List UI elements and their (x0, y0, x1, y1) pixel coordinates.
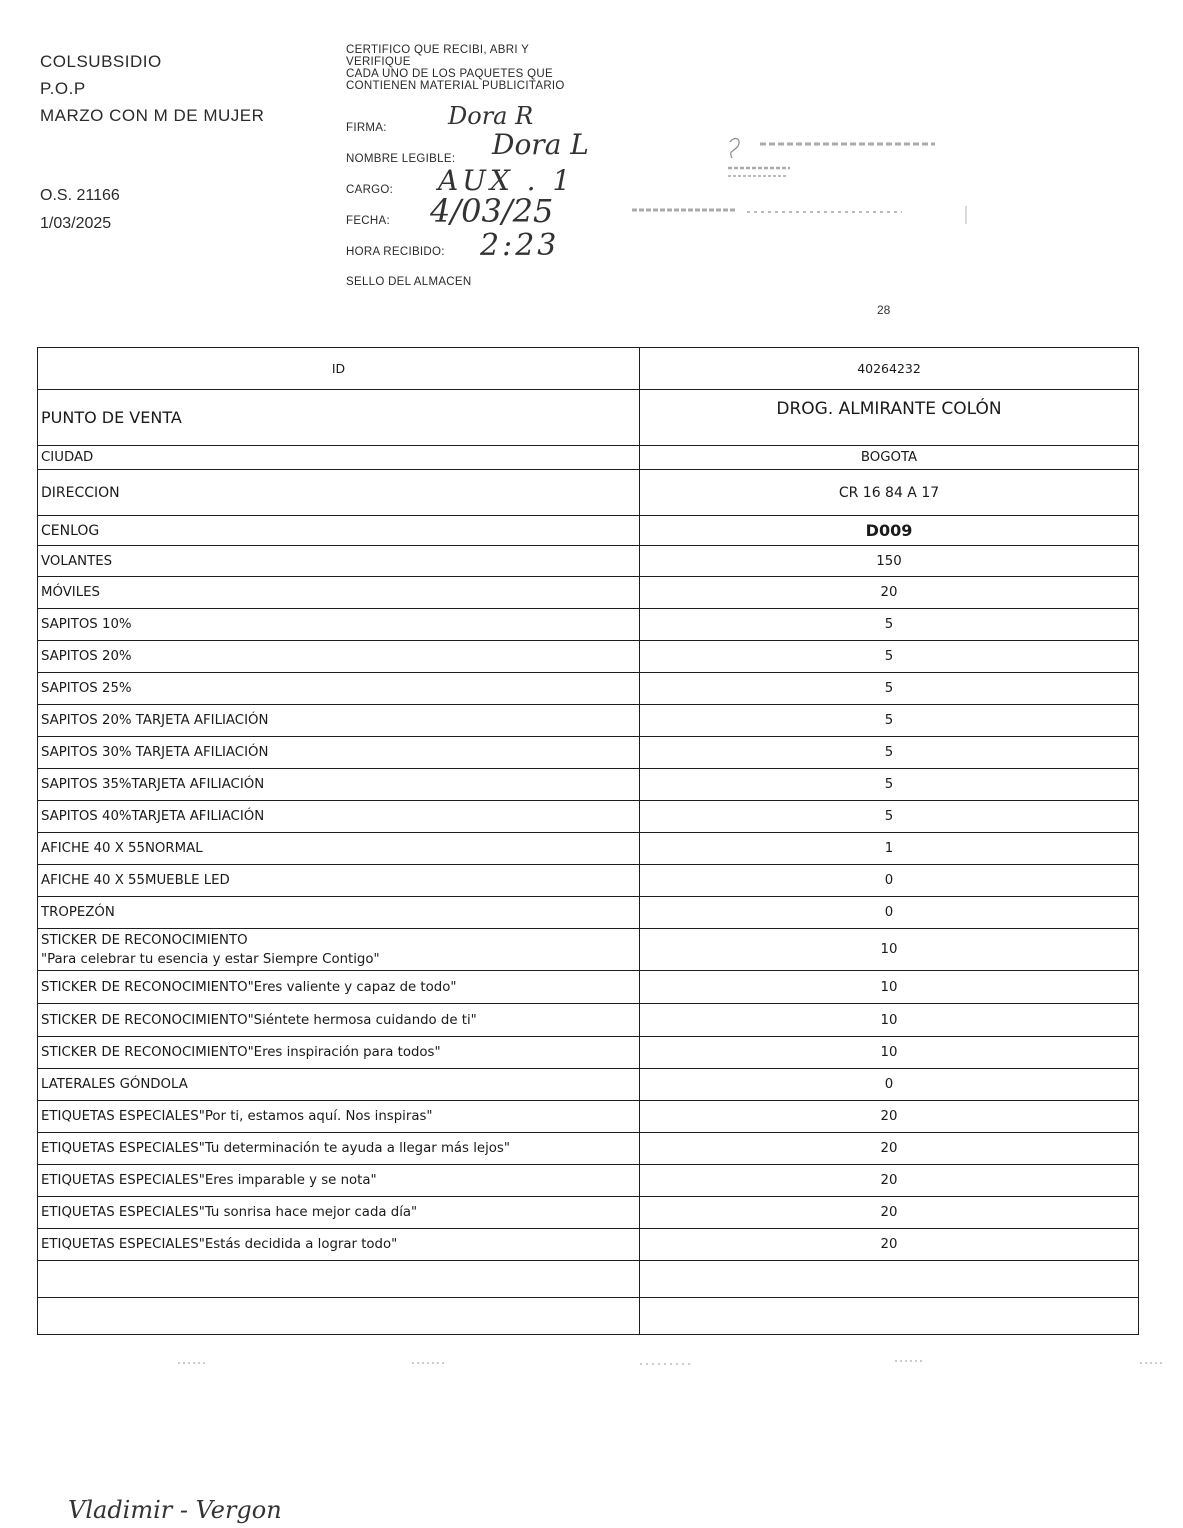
table-row (38, 470, 1139, 516)
row-label: CIUDAD (38, 446, 640, 470)
program-name: P.O.P (40, 79, 86, 98)
stamp-line-icon (632, 204, 972, 224)
table-row (38, 833, 1139, 865)
row-label: DIRECCION (38, 470, 640, 516)
scan-noise (0, 1355, 1183, 1385)
stamp-mark-icon (720, 132, 950, 182)
row-label: ETIQUETAS ESPECIALES"Por ti, estamos aquí. Nos inspiras" (38, 1101, 640, 1133)
certification-text (346, 44, 565, 92)
row-label: PUNTO DE VENTA (38, 390, 640, 446)
cert-line: CONTIENEN MATERIAL PUBLICITARIO (346, 80, 565, 92)
table-row (38, 929, 1139, 971)
row-value: 20 (640, 577, 1139, 609)
cargo-value: AUX . 1 (438, 164, 575, 197)
row-label: SAPITOS 20% TARJETA AFILIACIÓN (38, 705, 640, 737)
nombre-label: NOMBRE LEGIBLE: (346, 153, 456, 165)
row-value: 5 (640, 673, 1139, 705)
order-block (40, 182, 120, 238)
row-value: 5 (640, 769, 1139, 801)
row-label: ETIQUETAS ESPECIALES"Tu sonrisa hace mejor cada día" (38, 1197, 640, 1229)
row-label: SAPITOS 10% (38, 609, 640, 641)
firma-label: FIRMA: (346, 122, 387, 134)
table-row-empty (38, 1261, 1139, 1298)
table-row (38, 546, 1139, 577)
row-label: TROPEZÓN (38, 897, 640, 929)
row-value: 5 (640, 737, 1139, 769)
materials-table (37, 347, 1139, 1335)
table-row (38, 1004, 1139, 1037)
row-value: 10 (640, 971, 1139, 1004)
row-label: AFICHE 40 X 55MUEBLE LED (38, 865, 640, 897)
fecha-value: 4/03/25 (430, 192, 554, 230)
table-row (38, 801, 1139, 833)
table-row (38, 1069, 1139, 1101)
store-stamp (720, 132, 950, 182)
row-label: AFICHE 40 X 55NORMAL (38, 833, 640, 865)
page-number: 28 (877, 303, 891, 317)
fecha-label: FECHA: (346, 215, 390, 227)
empty-cell (640, 1261, 1139, 1298)
row-label: STICKER DE RECONOCIMIENTO"Eres inspiración para todos" (38, 1037, 640, 1069)
campaign-name: MARZO CON M DE MUJER (40, 106, 265, 125)
row-label: ID (38, 348, 640, 390)
hora-value: 2:23 (480, 228, 560, 263)
row-label: ETIQUETAS ESPECIALES"Eres imparable y se nota" (38, 1165, 640, 1197)
row-value: DROG. ALMIRANTE COLÓN (640, 390, 1139, 446)
empty-cell (38, 1298, 640, 1335)
row-value: BOGOTA (640, 446, 1139, 470)
table-row-empty (38, 1298, 1139, 1335)
row-label: LATERALES GÓNDOLA (38, 1069, 640, 1101)
row-value: 0 (640, 897, 1139, 929)
sello-label: SELLO DEL ALMACEN (346, 276, 472, 288)
row-label: SAPITOS 20% (38, 641, 640, 673)
row-label: ETIQUETAS ESPECIALES"Estás decidida a lograr todo" (38, 1229, 640, 1261)
row-value: D009 (640, 516, 1139, 546)
scan-specks-icon (0, 1355, 1183, 1385)
row-value: 20 (640, 1165, 1139, 1197)
header-block (40, 48, 264, 129)
row-value: 5 (640, 801, 1139, 833)
cert-line: CERTIFICO QUE RECIBI, ABRI Y (346, 44, 530, 56)
order-number: O.S. 21166 (40, 187, 120, 204)
row-value: 5 (640, 641, 1139, 673)
row-label: MÓVILES (38, 577, 640, 609)
empty-cell (640, 1298, 1139, 1335)
row-value: 10 (640, 1037, 1139, 1069)
table-row (38, 577, 1139, 609)
table-row (38, 897, 1139, 929)
row-label: STICKER DE RECONOCIMIENTO"Eres valiente y capaz de todo" (38, 971, 640, 1004)
order-date: 1/03/2025 (40, 215, 112, 232)
row-value: 20 (640, 1197, 1139, 1229)
row-label: SAPITOS 40%TARJETA AFILIACIÓN (38, 801, 640, 833)
table-row (38, 516, 1139, 546)
empty-cell (38, 1261, 640, 1298)
footer-signature: Vladimir - Vergon (68, 1496, 282, 1524)
table-row (38, 1197, 1139, 1229)
table-row (38, 609, 1139, 641)
row-value: CR 16 84 A 17 (640, 470, 1139, 516)
row-value: 5 (640, 705, 1139, 737)
row-value: 1 (640, 833, 1139, 865)
row-label: SAPITOS 25% (38, 673, 640, 705)
row-value: 10 (640, 929, 1139, 971)
row-label: SAPITOS 35%TARJETA AFILIACIÓN (38, 769, 640, 801)
row-value: 0 (640, 865, 1139, 897)
row-label: ETIQUETAS ESPECIALES"Tu determinación te ayuda a llegar más lejos" (38, 1133, 640, 1165)
cargo-label: CARGO: (346, 184, 394, 196)
row-label: STICKER DE RECONOCIMIENTO (41, 932, 248, 948)
table-row (38, 1101, 1139, 1133)
firma-signature: Dora R (448, 102, 534, 130)
row-value: 0 (640, 1069, 1139, 1101)
table-row (38, 390, 1139, 446)
table-row (38, 641, 1139, 673)
stamp-line (632, 204, 972, 224)
row-label: SAPITOS 30% TARJETA AFILIACIÓN (38, 737, 640, 769)
row-value: 10 (640, 1004, 1139, 1037)
table-row (38, 1165, 1139, 1197)
row-value: 5 (640, 609, 1139, 641)
row-label-multiline (38, 929, 640, 971)
table-row (38, 971, 1139, 1004)
row-value: 20 (640, 1229, 1139, 1261)
cert-line: CADA UNO DE LOS PAQUETES QUE (346, 68, 553, 80)
table-row (38, 1037, 1139, 1069)
row-value: 150 (640, 546, 1139, 577)
table-row (38, 1133, 1139, 1165)
table-row (38, 673, 1139, 705)
table-row (38, 348, 1139, 390)
row-label: STICKER DE RECONOCIMIENTO"Siéntete hermosa cuidando de ti" (38, 1004, 640, 1037)
cert-line: VERIFIQUE (346, 56, 411, 68)
table-row (38, 1229, 1139, 1261)
row-label: VOLANTES (38, 546, 640, 577)
row-label-quote: "Para celebrar tu esencia y estar Siempre Contigo" (41, 951, 380, 967)
row-value: 20 (640, 1133, 1139, 1165)
table-row (38, 737, 1139, 769)
table-row (38, 705, 1139, 737)
table-row (38, 865, 1139, 897)
hora-label: HORA RECIBIDO: (346, 246, 445, 258)
table-row (38, 446, 1139, 470)
row-label: CENLOG (38, 516, 640, 546)
row-value: 40264232 (640, 348, 1139, 390)
row-value: 20 (640, 1101, 1139, 1133)
nombre-value: Dora L (492, 128, 589, 161)
company-name: COLSUBSIDIO (40, 52, 162, 71)
table-row (38, 769, 1139, 801)
